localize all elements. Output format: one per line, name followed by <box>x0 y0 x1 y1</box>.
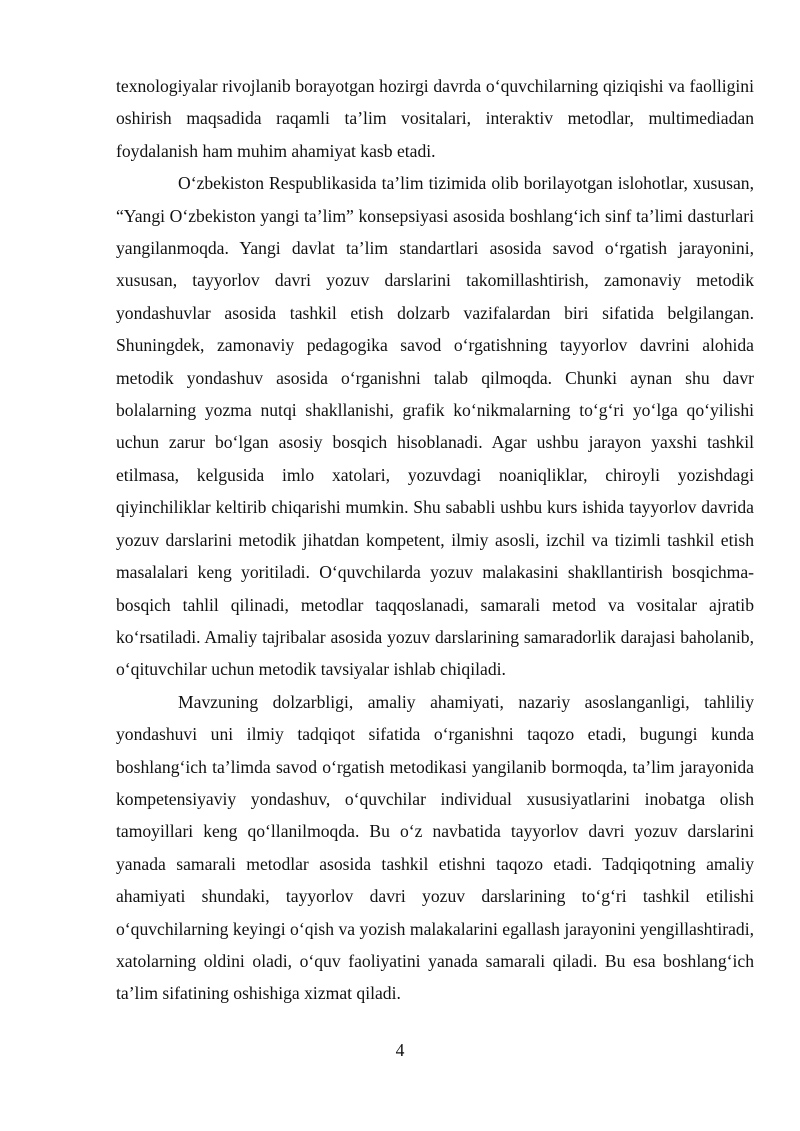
paragraph-reform-context: O‘zbekiston Respublikasida ta’lim tizimida olib borilayotgan islohotlar, xususan, “Yangi O‘zbekiston yangi ta’lim” konsepsiyasi asosida boshlang‘ich sinf ta’limi dasturlari yangilanmoqda. Yangi davlat ta’lim standartlari asosida savod o‘rgatish jarayonini, xususan, tayyorlov davri yozuv darslarini takomillashtirish, zamonaviy metodik yondashuvlar asosida tashkil etish dolzarb vazifalardan biri sifatida belgilangan. Shuningdek, zamonaviy pedagogika savod o‘rgatishning tayyorlov davrini alohida metodik yondashuv asosida o‘rganishni talab qilmoqda. Chunki aynan shu davr bolalarning yozma nutqi shakllanishi, grafik ko‘nikmalarning to‘g‘ri yo‘lga qo‘yilishi uchun zarur bo‘lgan asosiy bosqich hisoblanadi. Agar ushbu jarayon yaxshi tashkil etilmasa, kelgusida imlo xatolari, yozuvdagi noaniqliklar, chiroyli yozishdagi qiyinchiliklar keltirib chiqarishi mumkin. Shu sababli ushbu kurs ishida tayyorlov davrida yozuv darslarini metodik jihatdan kompetent, ilmiy asosli, izchil va tizimli tashkil etish masalalari keng yoritiladi. O‘quvchilarda yozuv malakasini shakllantirish bosqichma-bosqich tahlil qilinadi, metodlar taqqoslanadi, samarali metod va vositalar ajratib ko‘rsatiladi. Amaliy tajribalar asosida yozuv darslarining samaradorlik darajasi baholanib, o‘qituvchilar uchun metodik tavsiyalar ishlab chiqiladi. <box>116 173 754 680</box>
paragraph-continued: texnologiyalar rivojlanib borayotgan hozirgi davrda o‘quvchilarning qiziqishi va faolligini oshirish maqsadida raqamli ta’lim vositalari, interaktiv metodlar, multimediadan foydalanish ham muhim ahamiyat kasb etadi. <box>116 76 754 161</box>
paragraph-topic-relevance: Mavzuning dolzarbligi, amaliy ahamiyati, nazariy asoslanganligi, tahliliy yondashuvi uni ilmiy tadqiqot sifatida o‘rganishni taqozo etadi, bugungi kunda boshlang‘ich ta’limda savod o‘rgatish metodikasi yangilanib bormoqda, ta’lim jarayonida kompetensiyaviy yondashuv, o‘quvchilar individual xususiyatlarini inobatga olish tamoyillari keng qo‘llanilmoqda. Bu o‘z navbatida tayyorlov davri yozuv darslarini yanada samarali metodlar asosida tashkil etishni taqozo etadi. Tadqiqotning amaliy ahamiyati shundaki, tayyorlov davri yozuv darslarining to‘g‘ri tashkil etilishi o‘quvchilarning keyingi o‘qish va yozish malakalarini egallash jarayonini yengillashtiradi, xatolarning oldini oladi, o‘quv faoliyatini yanada samarali qiladi. Bu esa boshlang‘ich ta’lim sifatining oshishiga xizmat qiladi. <box>116 691 754 1004</box>
document-page <box>116 70 754 1010</box>
page-number: 4 <box>395 1040 405 1060</box>
